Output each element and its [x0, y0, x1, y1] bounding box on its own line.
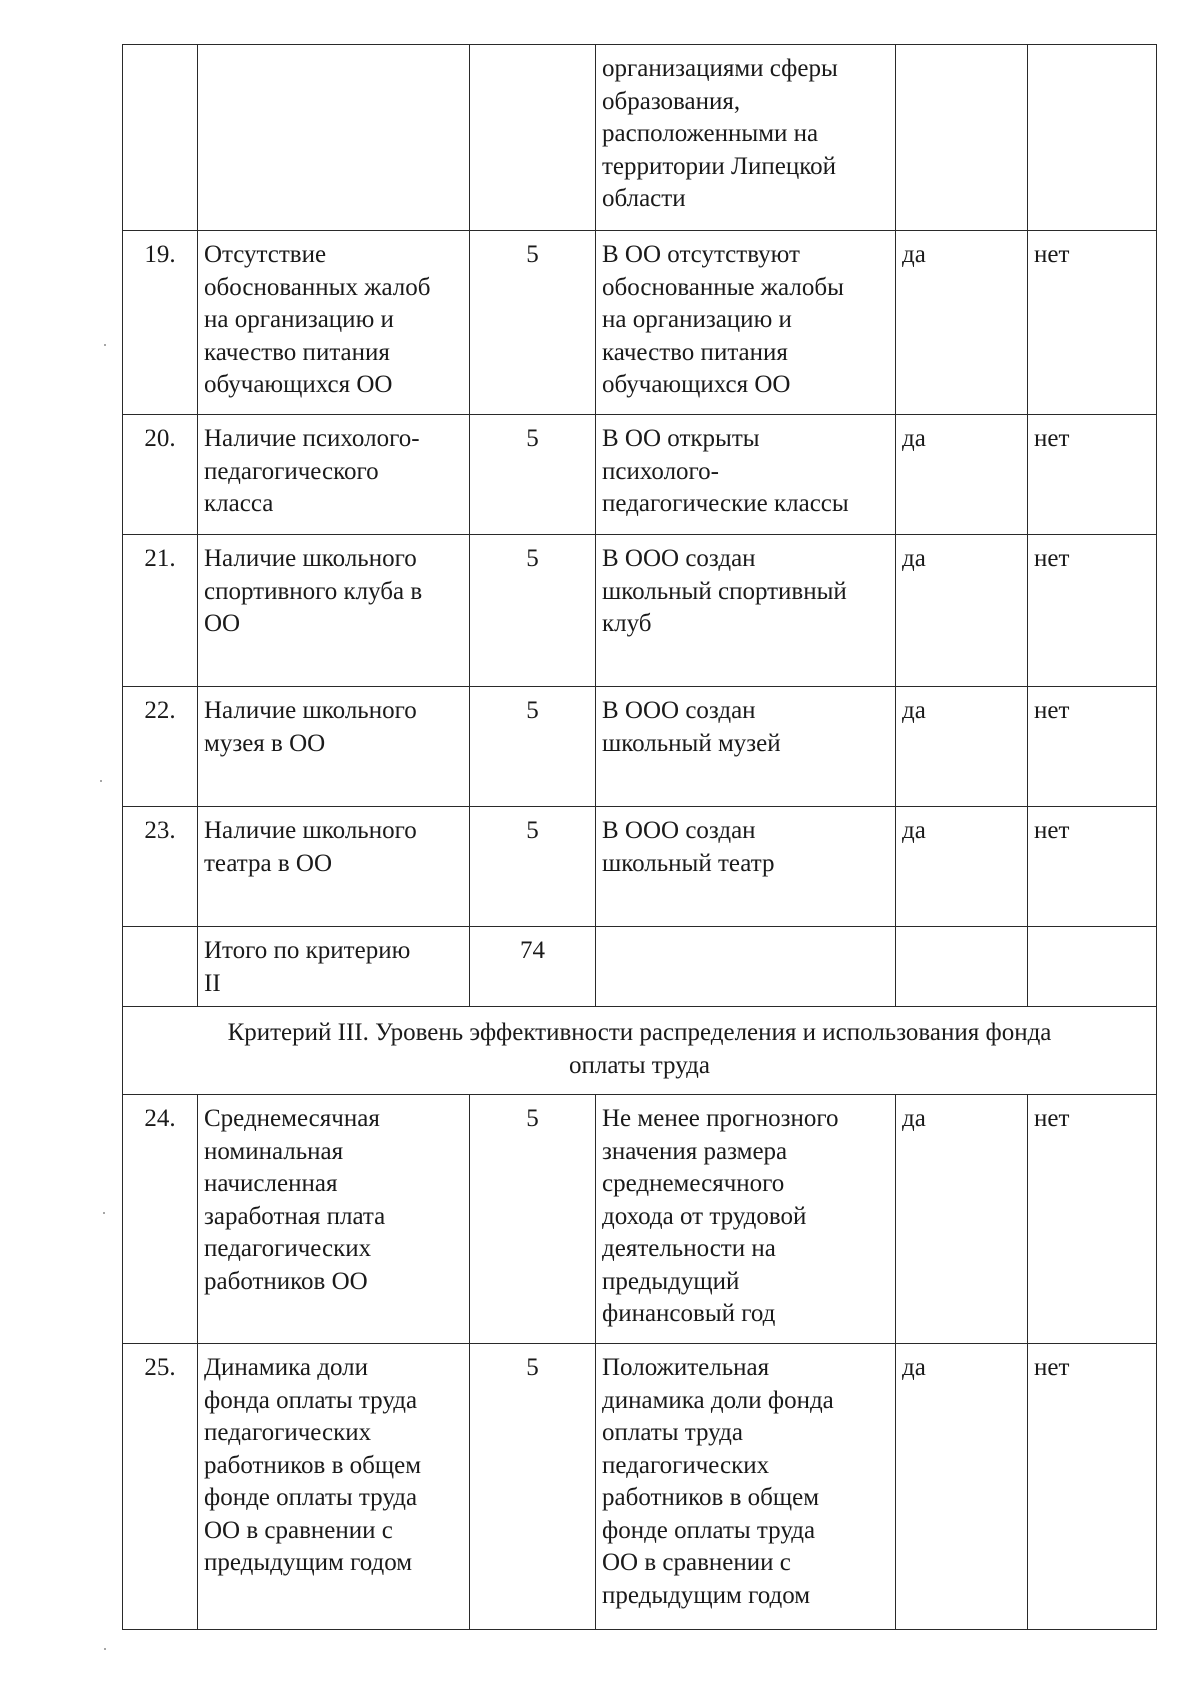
- points-cell: [470, 807, 596, 927]
- points-value: 5: [526, 697, 539, 724]
- table-row: [123, 687, 1157, 807]
- yes-cell: [896, 807, 1028, 927]
- row-number-cell: [123, 927, 198, 1007]
- condition-text: организациями сферы образования, расположенными на территории Липецкой области: [602, 55, 838, 212]
- row-number-cell: [123, 807, 198, 927]
- row-number-cell: [123, 1344, 198, 1630]
- points-cell: [470, 1344, 596, 1630]
- condition-text: В ООО создан школьный музей: [602, 697, 781, 757]
- condition-text: Положительная динамика доли фонда оплаты труда педагогических работников в общем фонде оплаты труда ОО в сравнении с предыдущим годом: [602, 1354, 834, 1609]
- row-number: 20.: [144, 425, 176, 452]
- row-number-cell: [123, 415, 198, 535]
- no-cell: [1028, 45, 1157, 231]
- points-value: 5: [526, 1354, 539, 1381]
- yes-label: да: [902, 545, 926, 572]
- row-number: 23.: [144, 817, 176, 844]
- no-cell: [1028, 807, 1157, 927]
- indicator-text: Отсутствие обоснованных жалоб на организацию и качество питания обучающихся ОО: [204, 241, 431, 398]
- no-cell: [1028, 687, 1157, 807]
- yes-label: да: [902, 817, 926, 844]
- total-row: [123, 927, 1157, 1007]
- no-label: нет: [1034, 1105, 1070, 1132]
- yes-cell: [896, 1344, 1028, 1630]
- condition-cell: [596, 231, 896, 415]
- points-value: 5: [526, 545, 539, 572]
- section-header-row: [123, 1007, 1157, 1095]
- yes-label: да: [902, 697, 926, 724]
- no-cell: [1028, 535, 1157, 687]
- no-label: нет: [1034, 1354, 1070, 1381]
- indicator-cell: [198, 415, 470, 535]
- row-number: 22.: [144, 697, 176, 724]
- yes-label: да: [902, 425, 926, 452]
- indicator-cell: [198, 1095, 470, 1344]
- points-value: 5: [526, 241, 539, 268]
- row-number: 19.: [144, 241, 176, 268]
- indicator-cell: [198, 1344, 470, 1630]
- yes-cell: [896, 231, 1028, 415]
- condition-cell: [596, 1344, 896, 1630]
- yes-cell: [896, 45, 1028, 231]
- no-cell: [1028, 1095, 1157, 1344]
- table-row: [123, 1344, 1157, 1630]
- yes-cell: [896, 415, 1028, 535]
- condition-cell: [596, 45, 896, 231]
- condition-text: Не менее прогнозного значения размера среднемесячного дохода от трудовой деятельности на предыдущий финансовый год: [602, 1105, 839, 1327]
- table-row: [123, 231, 1157, 415]
- indicator-cell: [198, 807, 470, 927]
- table-row-continuation: [123, 45, 1157, 231]
- indicator-cell: [198, 535, 470, 687]
- condition-text: В ООО создан школьный спортивный клуб: [602, 545, 847, 637]
- no-label: нет: [1034, 817, 1070, 844]
- yes-label: да: [902, 241, 926, 268]
- yes-cell: [896, 1095, 1028, 1344]
- yes-cell: [896, 687, 1028, 807]
- row-number: 21.: [144, 545, 176, 572]
- indicator-cell: [198, 687, 470, 807]
- condition-text: В ОО открыты психолого- педагогические классы: [602, 425, 849, 517]
- no-cell: [1028, 927, 1157, 1007]
- condition-cell: [596, 1095, 896, 1344]
- table-row: [123, 1095, 1157, 1344]
- row-number-cell: [123, 535, 198, 687]
- table-row: [123, 415, 1157, 535]
- scan-speck: [104, 344, 106, 346]
- no-label: нет: [1034, 425, 1070, 452]
- points-cell: [470, 1095, 596, 1344]
- points-cell: [470, 45, 596, 231]
- indicator-text: Динамика доли фонда оплаты труда педагогических работников в общем фонде оплаты труда ОО в сравнении с предыдущим годом: [204, 1354, 422, 1576]
- condition-text: В ООО создан школьный театр: [602, 817, 775, 877]
- condition-text: В ОО отсутствуют обоснованные жалобы на организацию и качество питания обучающихся ОО: [602, 241, 844, 398]
- indicator-text: Наличие школьного театра в ОО: [204, 817, 417, 877]
- row-number-cell: [123, 1095, 198, 1344]
- total-points: 74: [520, 937, 545, 964]
- indicator-text: Наличие психолого- педагогического класса: [204, 425, 420, 517]
- scan-speck: [104, 1648, 106, 1650]
- points-cell: [470, 535, 596, 687]
- points-cell: [470, 687, 596, 807]
- yes-cell: [896, 927, 1028, 1007]
- scan-speck: [103, 1212, 105, 1214]
- no-label: нет: [1034, 545, 1070, 572]
- points-cell: [470, 927, 596, 1007]
- yes-cell: [896, 535, 1028, 687]
- row-number: 24.: [144, 1105, 176, 1132]
- no-cell: [1028, 415, 1157, 535]
- points-cell: [470, 415, 596, 535]
- indicator-cell: [198, 45, 470, 231]
- table-row: [123, 807, 1157, 927]
- yes-label: да: [902, 1105, 926, 1132]
- indicator-text: Среднемесячная номинальная начисленная заработная плата педагогических работников ОО: [204, 1105, 386, 1295]
- criteria-table: [122, 44, 1157, 1630]
- row-number-cell: [123, 687, 198, 807]
- condition-cell: [596, 807, 896, 927]
- table-row: [123, 535, 1157, 687]
- indicator-cell: [198, 231, 470, 415]
- row-number-cell: [123, 45, 198, 231]
- condition-cell: [596, 415, 896, 535]
- indicator-text: Наличие школьного музея в ОО: [204, 697, 417, 757]
- points-value: 5: [526, 1105, 539, 1132]
- points-value: 5: [526, 425, 539, 452]
- total-label: Итого по критерию II: [204, 937, 411, 997]
- yes-label: да: [902, 1354, 926, 1381]
- condition-cell: [596, 535, 896, 687]
- row-number: 25.: [144, 1354, 176, 1381]
- indicator-text: Наличие школьного спортивного клуба в ОО: [204, 545, 423, 637]
- indicator-cell: [198, 927, 470, 1007]
- section-header-text: Критерий III. Уровень эффективности распределения и использования фонда оплаты труда: [227, 1019, 1052, 1079]
- condition-cell: [596, 927, 896, 1007]
- no-cell: [1028, 1344, 1157, 1630]
- row-number-cell: [123, 231, 198, 415]
- scan-speck: [100, 780, 102, 782]
- no-cell: [1028, 231, 1157, 415]
- section-header-cell: [123, 1007, 1157, 1095]
- no-label: нет: [1034, 697, 1070, 724]
- no-label: нет: [1034, 241, 1070, 268]
- points-cell: [470, 231, 596, 415]
- condition-cell: [596, 687, 896, 807]
- points-value: 5: [526, 817, 539, 844]
